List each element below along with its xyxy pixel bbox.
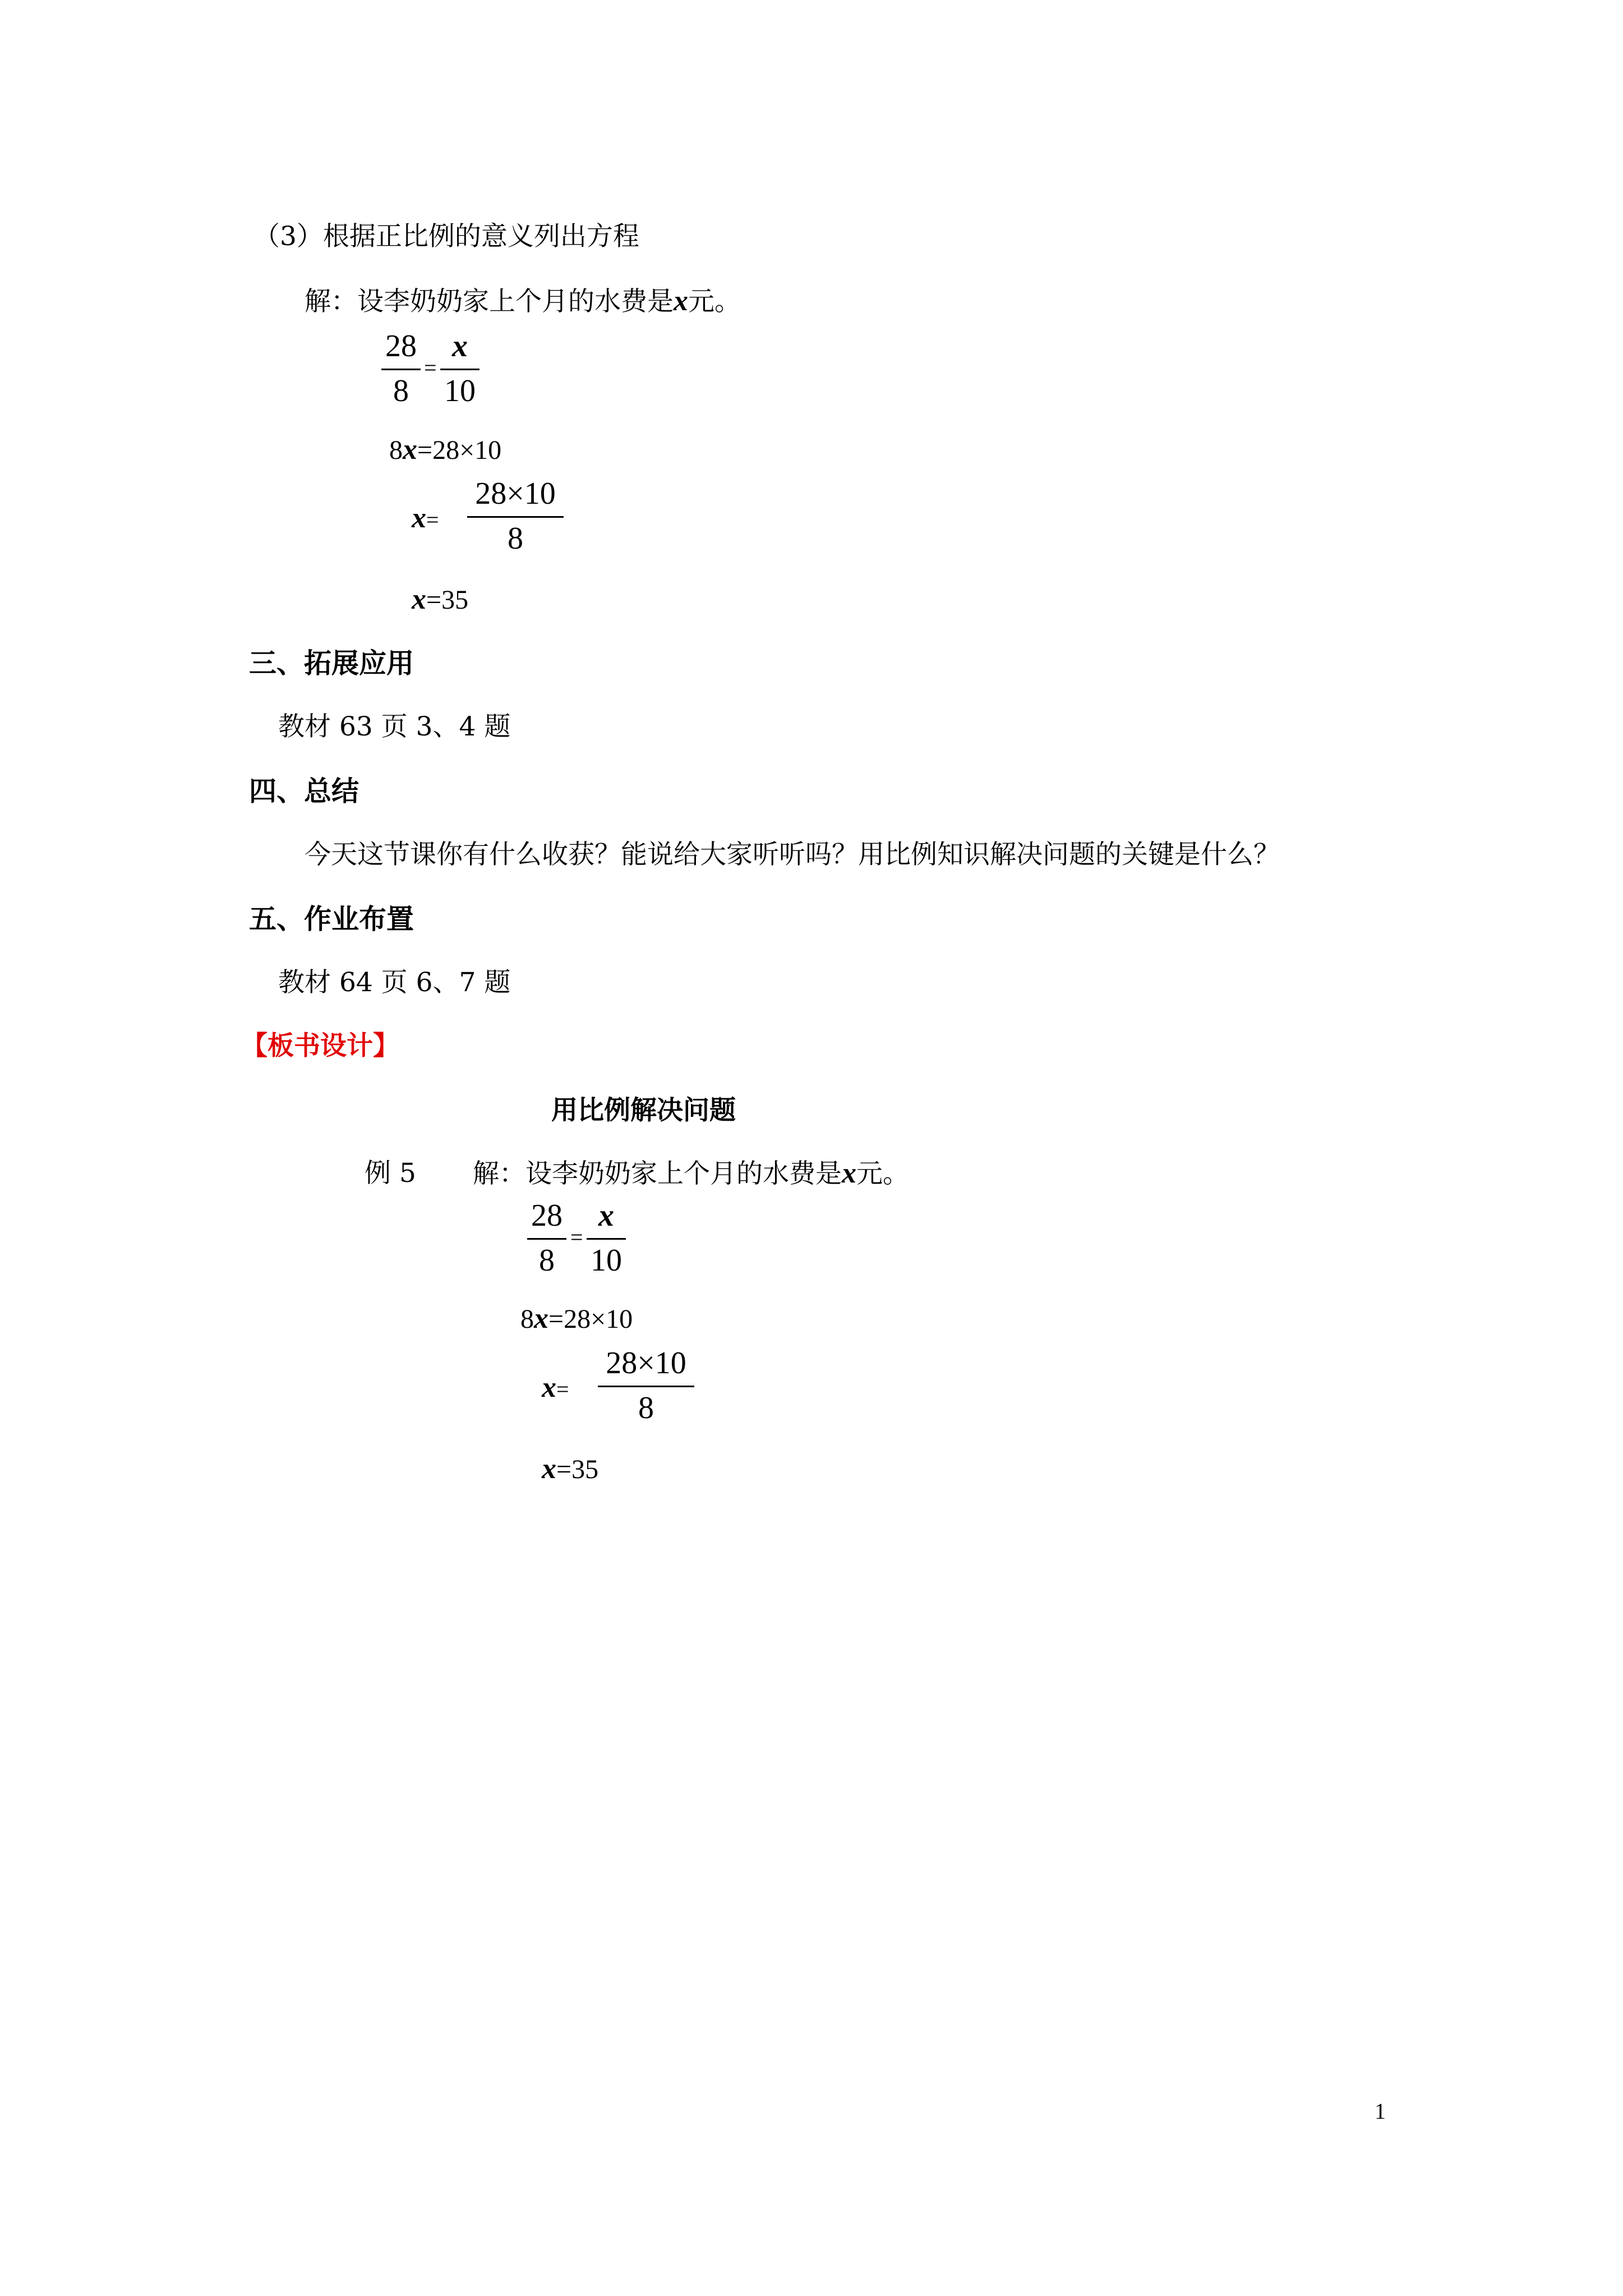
fraction-bar [440,369,479,370]
fraction-bar [598,1386,694,1387]
equation-line-2 [412,501,439,537]
board-title: 用比例解决问题 [551,1095,736,1126]
solution-intro-prefix: 解：设李奶奶家上个月的水费是 [305,286,674,317]
board-ratio-right-denominator: 10 [591,1243,622,1278]
step-title: （3）根据正比例的意义列出方程 [253,221,639,252]
board-equation-line-3 [542,1452,598,1487]
solution-intro-suffix: 元。 [688,286,741,317]
ratio-equals-sign: = [424,355,437,380]
solution-numerator: 28×10 [475,476,556,511]
fraction-bar [587,1238,626,1240]
ratio-right-fraction [440,328,479,412]
variable-x: x [842,1157,856,1189]
summary-text: 今天这节课你有什么收获？能说给大家听听吗？用比例知识解决问题的关键是什么？ [305,839,1280,870]
ratio-left-denominator: 8 [393,374,409,408]
equation-coefficient: 8 [389,435,403,465]
board-ratio-left-numerator: 28 [531,1198,562,1233]
board-solution-intro-prefix: 解：设李奶奶家上个月的水费是 [473,1158,842,1189]
solution-fraction [467,476,564,560]
variable-x: x [403,434,417,466]
homework-text: 教材 64 页 6、7 题 [278,967,511,998]
board-ratio-left-denominator: 8 [539,1243,555,1278]
fraction-bar [467,516,564,518]
equals-sign: = [556,1377,569,1402]
equation-result: =35 [426,585,469,615]
board-equation-line-2 [542,1371,569,1406]
board-equation-line-1 [520,1302,633,1336]
board-solution-intro [473,1157,909,1191]
board-ratio-right-numerator: x [598,1198,614,1233]
solution-denominator: 8 [508,521,523,556]
board-solution-denominator: 8 [638,1391,654,1425]
board-design-label: 【板书设计】 [241,1030,399,1061]
board-ratio-left-fraction [527,1198,566,1282]
equation-line-3 [412,583,468,617]
solution-intro [305,284,741,319]
board-equation-result: =35 [556,1455,599,1484]
variable-x: x [412,583,426,615]
page-number: 1 [1375,2099,1386,2124]
summary-heading: 四、总结 [249,775,359,807]
ratio-left-fraction [381,328,421,412]
ratio-right-numerator: x [452,329,468,364]
variable-x: x [542,1453,556,1485]
homework-heading: 五、作业布置 [249,903,414,935]
variable-x: x [534,1303,548,1335]
variable-x: x [542,1372,556,1404]
board-equation-coefficient: 8 [520,1304,534,1334]
board-ratio-equals-sign: = [570,1225,583,1250]
equation-line-1 [389,433,501,467]
ratio-right-denominator: 10 [444,374,476,408]
equals-sign: = [426,507,439,532]
board-example-label: 例 5 [365,1158,416,1189]
fraction-bar [381,369,421,370]
fraction-bar [527,1238,566,1240]
extension-heading: 三、拓展应用 [249,647,414,679]
board-solution-numerator: 28×10 [606,1346,686,1381]
board-equation-rest: =28×10 [548,1304,633,1334]
variable-x: x [412,502,426,534]
board-ratio-right-fraction [587,1198,626,1282]
extension-text: 教材 63 页 3、4 题 [278,711,511,742]
board-solution-fraction [598,1345,694,1429]
equation-rest: =28×10 [417,435,502,465]
variable-x: x [674,285,688,317]
ratio-left-numerator: 28 [385,329,417,364]
board-solution-intro-suffix: 元。 [856,1158,909,1189]
